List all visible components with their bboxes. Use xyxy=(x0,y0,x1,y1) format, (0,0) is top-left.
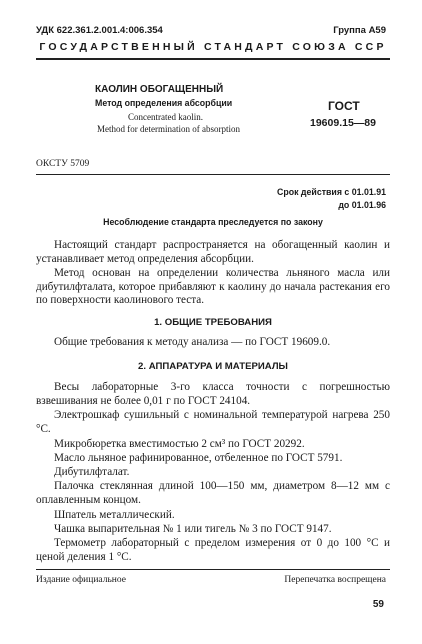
footer-rule xyxy=(36,569,390,570)
equipment-item: Дибутилфталат. xyxy=(54,466,130,478)
section-2-heading: 2. АППАРАТУРА И МАТЕРИАЛЫ xyxy=(138,361,288,372)
equipment-item: Электрошкаф сушильный с номинальной температурой нагрева 250 °С. xyxy=(36,409,390,435)
validity-from: Срок действия с 01.01.91 xyxy=(276,187,386,197)
gost-label: ГОСТ xyxy=(328,99,360,113)
section-1-heading: 1. ОБЩИЕ ТРЕБОВАНИЯ xyxy=(154,317,272,328)
english-title: Concentrated kaolin. xyxy=(128,112,203,122)
validity-to: до 01.01.96 xyxy=(338,200,386,210)
doc-title: КАОЛИН ОБОГАЩЕННЫЙ xyxy=(95,84,224,95)
section-1-text: Общие требования к методу анализа — по ГОСТ 19609.0. xyxy=(54,336,331,348)
gost-number: 19609.15—89 xyxy=(310,117,376,129)
doc-subtitle: Метод определения абсорбции xyxy=(95,98,233,108)
equipment-item: Чашка выпарительная № 1 или тигель № 3 по ГОСТ 9147. xyxy=(54,523,332,535)
group-code: Группа А59 xyxy=(333,25,386,36)
intro-paragraph-1: Настоящий стандарт распространяется на обогащенный каолин и устанавливает метод определения абсорбции. xyxy=(36,239,390,265)
official-edition-note: Издание официальное xyxy=(36,575,126,585)
equipment-item: Микробюретка вместимостью 2 см³ по ГОСТ 20292. xyxy=(54,438,305,450)
english-subtitle: Method for determination of absorption xyxy=(97,124,240,134)
state-standard-banner: ГОСУДАРСТВЕННЫЙ СТАНДАРТ СОЮЗА ССР xyxy=(39,41,387,53)
okstu-rule xyxy=(36,174,390,175)
reprint-prohibited-note: Перепечатка воспрещена xyxy=(284,575,386,585)
legal-notice: Несоблюдение стандарта преследуется по закону xyxy=(103,217,323,227)
equipment-item: Палочка стеклянная длиной 100—150 мм, диаметром 8—12 мм с оплавленным концом. xyxy=(36,480,390,506)
equipment-item: Термометр лабораторный с пределом измерения от 0 до 100 °С и ценой деления 1 °С. xyxy=(36,537,390,563)
equipment-item: Шпатель металлический. xyxy=(54,509,175,521)
equipment-item: Масло льняное рафинированное, отбеленное по ГОСТ 5791. xyxy=(54,452,343,464)
header-rule xyxy=(36,58,390,60)
intro-paragraph-2: Метод основан на определении количества льняного масла или дибутилфталата, которое прибавляют к каолину до начала растекания его по поверхности каолинового теста. xyxy=(36,267,390,307)
equipment-item: Весы лабораторные 3-го класса точности с погрешностью взвешивания не более 0,01 г по ГОСТ 24104. xyxy=(36,381,390,407)
page-number: 59 xyxy=(372,599,384,610)
udk-code: УДК 622.361.2.001.4:006.354 xyxy=(36,25,163,36)
okstu-code: ОКСТУ 5709 xyxy=(36,159,90,169)
